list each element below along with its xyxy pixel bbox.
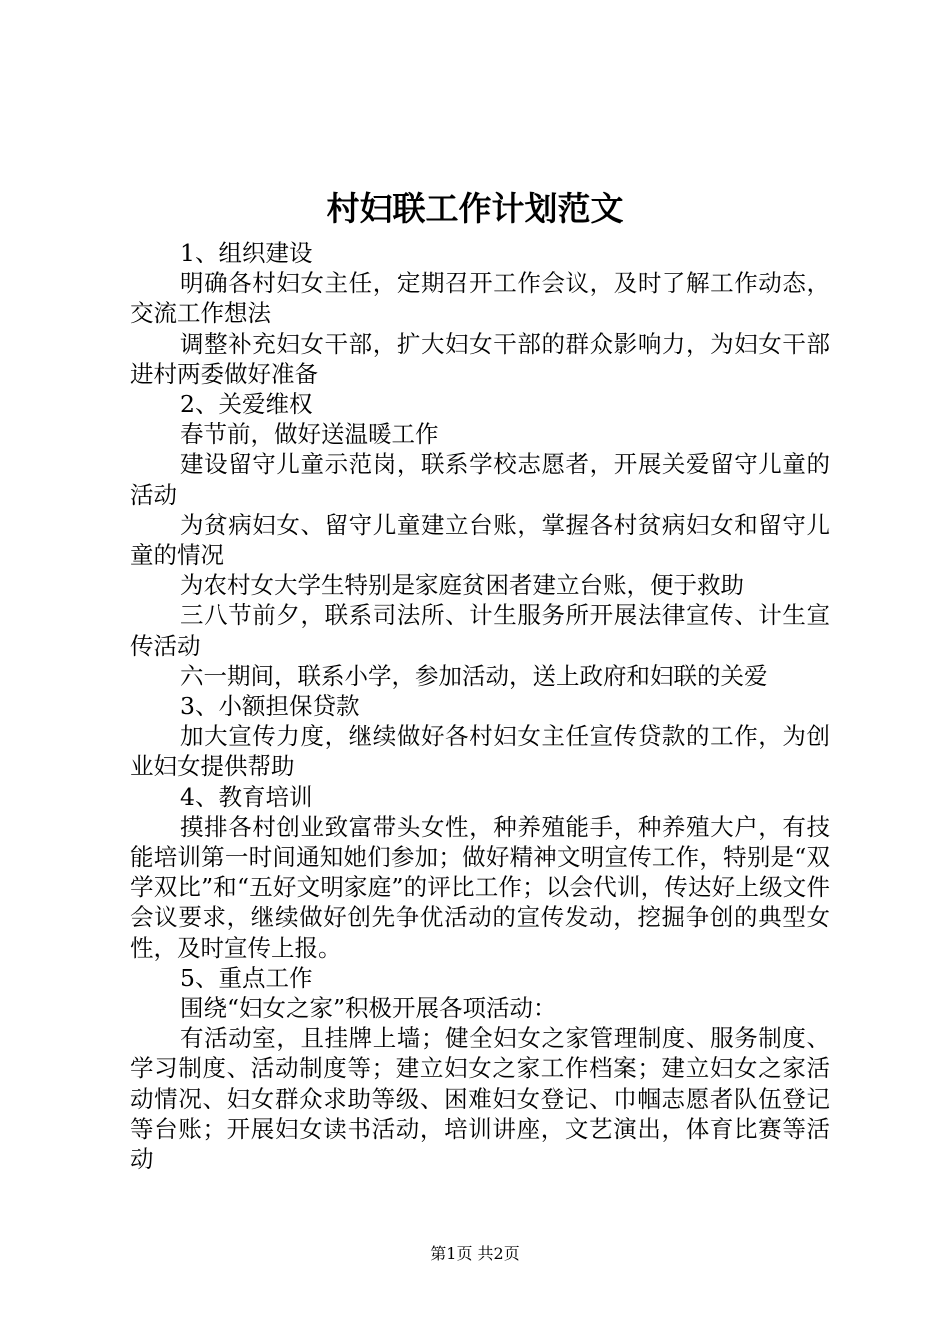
document-title: 村妇联工作计划范文 xyxy=(326,189,624,228)
paragraph: 为农村女大学生特别是家庭贫困者建立台账，便于救助 xyxy=(180,571,744,600)
paragraph: 六一期间，联系小学，参加活动，送上政府和妇联的关爱 xyxy=(180,661,768,690)
paragraph: 春节前，做好送温暖工作 xyxy=(180,420,439,449)
section-heading: 1、组织建设 xyxy=(180,239,313,267)
paragraph: 为贫病妇女、留守儿童建立台账，掌握各村贫病妇女和留守儿童的情况 xyxy=(130,510,830,570)
page-number: 第1页 xyxy=(430,1244,473,1263)
paragraph: 加大宣传力度，继续做好各村妇女主任宣传贷款的工作，为创业妇女提供帮助 xyxy=(130,722,830,781)
document-body xyxy=(130,238,830,1174)
paragraph: 建设留守儿童示范岗，联系学校志愿者，开展关爱留守儿童的活动 xyxy=(130,450,830,509)
section-heading: 2、关爱维权 xyxy=(180,390,313,419)
paragraph: 围绕“妇女之家”积极开展各项活动： xyxy=(180,994,557,1023)
paragraph: 调整补充妇女干部，扩大妇女干部的群众影响力，为妇女干部进村两委做好准备 xyxy=(130,329,830,388)
paragraph: 三八节前夕，联系司法所、计生服务所开展法律宣传、计生宣传活动 xyxy=(130,601,830,660)
section-heading: 3、小额担保贷款 xyxy=(180,692,360,721)
page-total: 共2页 xyxy=(477,1244,520,1263)
paragraph: 有活动室，且挂牌上墙；健全妇女之家管理制度、服务制度、学习制度、活动制度等；建立妇女之家工作档案；建立妇女之家活动情况、妇女群众求助等级、困难妇女登记、巾帼志愿者队伍登记等台账；开展妇女读书活动，培训讲座，文艺演出，体育比赛等活动 xyxy=(130,1024,830,1174)
section-heading: 4、教育培训 xyxy=(180,782,313,811)
page-footer xyxy=(0,1243,950,1265)
section-heading: 5、重点工作 xyxy=(180,963,313,992)
paragraph: 明确各村妇女主任，定期召开工作会议，及时了解工作动态，交流工作想法 xyxy=(130,269,830,328)
paragraph: 摸排各村创业致富带头女性，种养殖能手，种养殖大户，有技能培训第一时间通知她们参加；做好精神文明宣传工作，特别是“双学双比”和“五好文明家庭”的评比工作；以会代训，传达好上级文件会议要求，继续做好创先争优活动的宣传发动，挖掘争创的典型女性，及时宣传上报。 xyxy=(130,812,830,962)
